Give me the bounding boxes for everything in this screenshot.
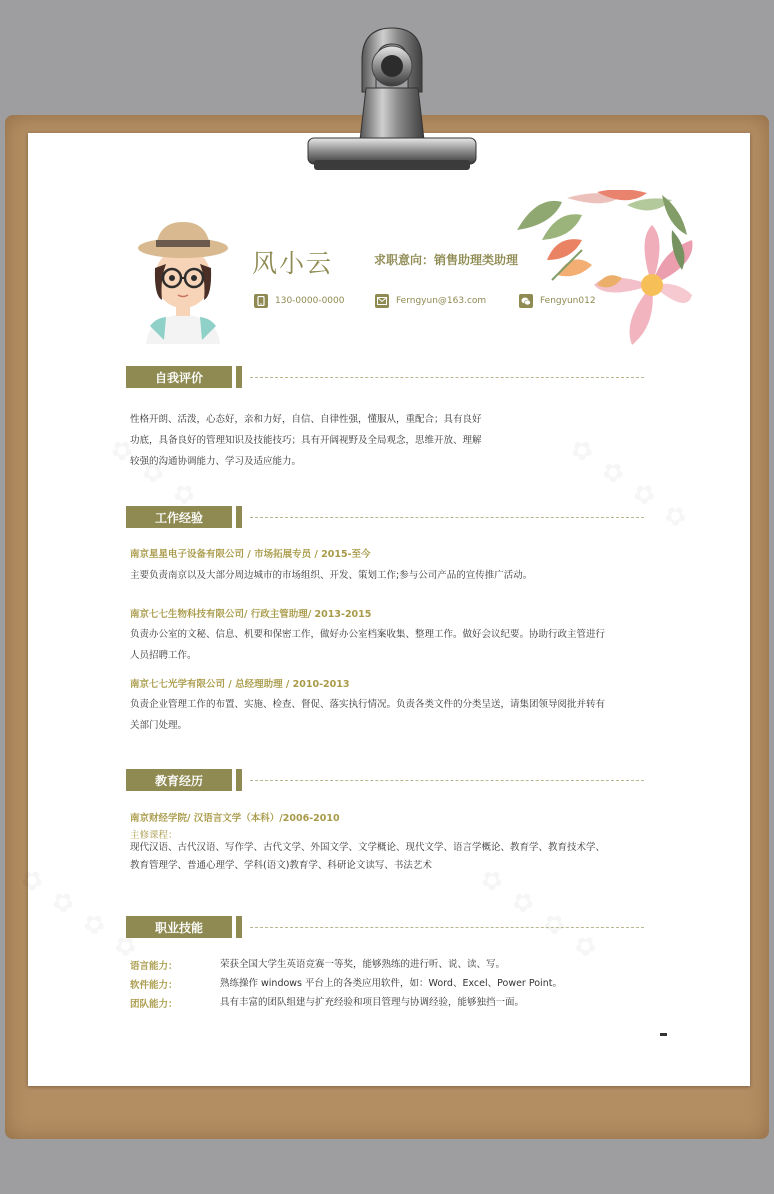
job-description (130, 694, 655, 736)
email-text: Ferngyun@163.com (396, 296, 487, 306)
mail-icon (375, 294, 389, 308)
skill-label: 团队能力： (130, 998, 178, 1010)
job-description (130, 624, 655, 666)
section-header-self-eval (126, 366, 646, 388)
job-line: 主要负责南京以及大部分周边城市的市场组织、开发、策划工作;参与公司产品的宣传推广活动。 (130, 570, 533, 581)
skill-label: 语言能力： (130, 960, 178, 972)
self-eval-text (130, 409, 650, 472)
wechat-text: Fengyun012 (540, 296, 596, 306)
section-title: 教育经历 (126, 769, 232, 791)
section-title: 自我评价 (126, 366, 232, 388)
section-divider (250, 377, 644, 378)
small-mark (660, 1033, 667, 1036)
section-marker (236, 366, 242, 388)
skill-row (130, 955, 655, 974)
courses-text (130, 839, 655, 875)
contact-email (375, 292, 486, 310)
skill-text: 荣获全国大学生英语竞赛一等奖，能够熟练的进行听、说、读、写。 (220, 959, 506, 970)
resume-name: 风小云 (252, 249, 334, 278)
self-eval-line: 较强的沟通协调能力、学习及适应能力。 (130, 456, 302, 467)
job-title: 南京星星电子设备有限公司 / 市场拓展专员 / 2015-至今 (130, 549, 371, 560)
skill-text: 熟练操作 windows 平台上的各类应用软件，如：Word、Excel、Power Point。 (220, 978, 562, 989)
skill-label: 软件能力： (130, 979, 178, 991)
skill-text: 具有丰富的团队组建与扩充经验和项目管理与协调经验，能够独挡一面。 (220, 997, 525, 1008)
job-title: 南京七七生物科技有限公司/ 行政主管助理/ 2013-2015 (130, 609, 372, 620)
self-eval-line: 性格开朗、活泼，心态好，亲和力好，自信、自律性强，懂服从，重配合；具有良好 (130, 414, 482, 425)
school-title: 南京财经学院/ 汉语言文学（本科）/2006-2010 (130, 813, 340, 824)
section-header-skills (126, 916, 646, 938)
courses-label: 主修课程： (130, 830, 178, 841)
contact-phone (254, 292, 344, 310)
avatar (136, 218, 230, 344)
contact-wechat (519, 292, 596, 310)
section-marker (236, 916, 242, 938)
section-marker (236, 769, 242, 791)
job-line: 负责办公室的文秘、信息、机要和保密工作，做好办公室档案收集、整理工作。做好会议纪要。协助行政主管进行 (130, 629, 606, 640)
job-description (130, 565, 655, 586)
job-line: 人员招聘工作。 (130, 650, 197, 661)
job-line: 关部门处理。 (130, 720, 188, 731)
section-title: 工作经验 (126, 506, 232, 528)
job-line: 负责企业管理工作的布置、实施、检查、督促、落实执行情况。负责各类文件的分类呈送，请集团领导阅批并转有 (130, 699, 606, 710)
section-marker (236, 506, 242, 528)
skill-row (130, 993, 655, 1012)
courses-line: 现代汉语、古代汉语、写作学、古代文学、外国文学、文学概论、现代文学、语言学概论、教育学、教育技术学、 (130, 842, 606, 853)
job-intent-value: 销售助理类助理 (434, 253, 519, 267)
section-divider (250, 927, 644, 928)
section-header-work (126, 506, 646, 528)
phone-text: 130-0000-0000 (275, 296, 345, 306)
self-eval-line: 功底，具备良好的管理知识及技能技巧；具有开阔视野及全局观念，思维开放、理解 (130, 435, 482, 446)
section-divider (250, 780, 644, 781)
binder-clip-icon (300, 20, 480, 180)
phone-icon (254, 294, 268, 308)
section-title: 职业技能 (126, 916, 232, 938)
skill-row (130, 974, 655, 993)
courses-line: 教育管理学、普通心理学、学科(语文)教育学、科研论文读写、书法艺术 (130, 860, 432, 871)
wechat-icon (519, 294, 533, 308)
section-divider (250, 517, 644, 518)
job-intent-label: 求职意向： (374, 253, 435, 267)
flower-decoration-icon (512, 190, 693, 350)
job-title: 南京七七光学有限公司 / 总经理助理 / 2010-2013 (130, 679, 350, 690)
job-intent (374, 251, 518, 268)
section-header-education (126, 769, 646, 791)
skills-list (130, 955, 655, 1012)
